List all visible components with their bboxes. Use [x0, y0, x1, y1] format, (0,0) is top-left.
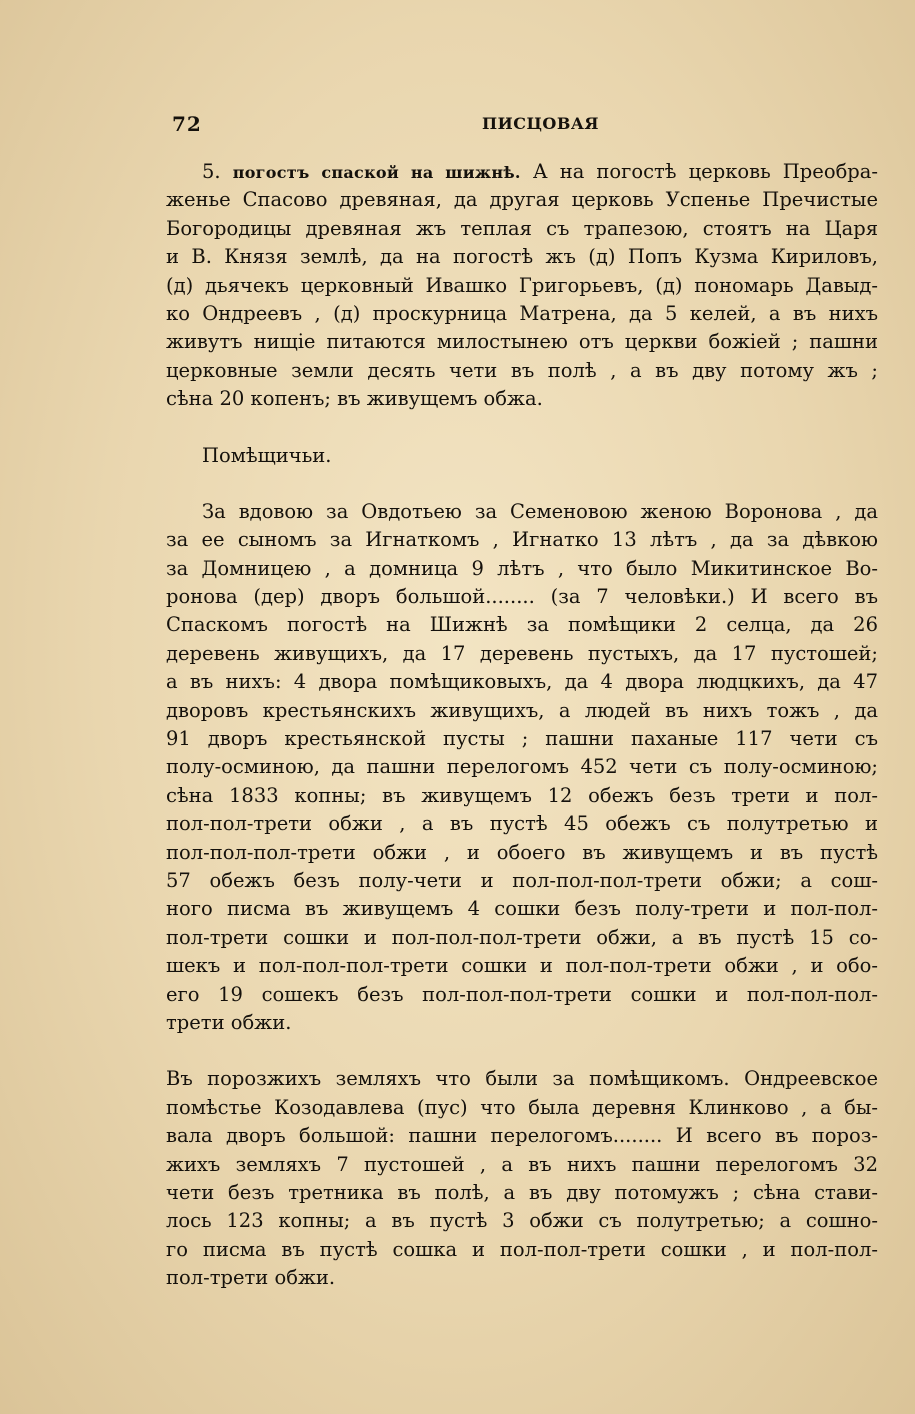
- text-line: ного писма въ живущемъ 4 сошки безъ полу-трети и пол-пол-: [166, 897, 878, 921]
- text-line: Спаскомъ погостѣ на Шижнѣ за помѣщики 2 селца, да 26: [166, 613, 878, 637]
- text-line: (д) дьячекъ церковный Ивашко Григорьевъ, (д) пономарь Давыд-: [166, 273, 878, 297]
- text-line: лось 123 копны; а въ пустѣ 3 обжи съ полутретью; а сошно-: [166, 1209, 878, 1233]
- text-line: чети безъ третника въ полѣ, а въ дву потомужъ ; сѣна стави-: [166, 1180, 878, 1204]
- page-number: 72: [172, 112, 202, 136]
- text-line: пол-трети обжи.: [166, 1266, 336, 1290]
- text-line: пол-пол-пол-трети обжи , и обоего въ живущемъ и въ пустѣ: [166, 840, 878, 864]
- text-line: пол-трети сошки и пол-пол-пол-трети обжи, а въ пустѣ 15 со-: [166, 925, 878, 949]
- text-line: го писма въ пустѣ сошка и пол-пол-трети сошки , и пол-пол-: [166, 1237, 878, 1261]
- text-line: жихъ земляхъ 7 пустошей , а въ нихъ пашни перелогомъ 32: [166, 1152, 878, 1176]
- text-line: деревень живущихъ, да 17 деревень пустыхъ, да 17 пустошей;: [166, 641, 878, 665]
- text-line: вала дворъ большой: пашни перелогомъ........ И всего въ пороз-: [166, 1124, 878, 1148]
- text-line: шекъ и пол-пол-пол-трети сошки и пол-пол-трети обжи , и обо-: [166, 954, 878, 978]
- paragraph-gap: [166, 414, 878, 442]
- text-line: его 19 сошекъ безъ пол-пол-пол-трети сошки и пол-пол-пол-: [166, 982, 878, 1006]
- text-line: церковные земли десять чети въ полѣ , а въ дву потому жъ ;: [166, 358, 878, 382]
- paragraph-porozzhie: [166, 1065, 878, 1292]
- text-line: За вдовою за Овдотьею за Семеновою женою Воронова , да: [202, 499, 878, 523]
- text-line: Въ порозжихъ земляхъ что были за помѣщикомъ. Ондреевское: [166, 1067, 878, 1091]
- paragraph-gap: [166, 1037, 878, 1065]
- text-line: полу-осминою, да пашни перелогомъ 452 чети съ полу-осминою;: [166, 755, 878, 779]
- text-line: за Домницею , а домница 9 лѣтъ , что было Микитинское Во-: [166, 556, 878, 580]
- body-text: [166, 158, 878, 1292]
- text-line: сѣна 1833 копны; въ живущемъ 12 обежъ безъ трети и пол-: [166, 783, 878, 807]
- text-line: и В. Князя землѣ, да на погостѣ жъ (д) Попъ Кузма Кириловъ,: [166, 245, 878, 269]
- text-line: дворовъ крестьянскихъ живущихъ, а людей въ нихъ тожъ , да: [166, 698, 878, 722]
- text-line: ко Ондреевъ , (д) проскурница Матрена, да 5 келей, а въ нихъ: [166, 301, 878, 325]
- section-first-line-text: А на погостѣ церковь Преобра-: [532, 160, 878, 183]
- running-head: [172, 112, 872, 142]
- text-line: женье Спасово древяная, да другая церковь Успенье Пречистые: [166, 188, 878, 212]
- section-number: 5.: [202, 160, 221, 183]
- text-line: 57 обежъ безъ полу-чети и пол-пол-пол-трети обжи; а сош-: [166, 868, 878, 892]
- section-5: [166, 158, 878, 414]
- text-line: пол-пол-трети обжи , а въ пустѣ 45 обежъ съ полутретью и: [166, 812, 878, 836]
- text-line: живутъ нищіе питаются милостынею отъ церкви божіей ; пашни: [166, 330, 878, 354]
- text-line: трети обжи.: [166, 1010, 292, 1034]
- section-5-first-line: [166, 158, 878, 186]
- section-title: погостъ спаской на шижнѣ.: [232, 163, 521, 182]
- text-line: Богородицы древяная жъ теплая съ трапезою, стоятъ на Царя: [166, 216, 878, 240]
- text-line: сѣна 20 копенъ; въ живущемъ обжа.: [166, 387, 543, 411]
- running-title: ПИСЦОВАЯ: [482, 114, 600, 133]
- text-line: а въ нихъ: 4 двора помѣщиковыхъ, да 4 двора людцкихъ, да 47: [166, 670, 878, 694]
- subheading-pomeshchichi: Помѣщичьи.: [202, 443, 332, 467]
- text-line: ронова (дер) дворъ большой........ (за 7 человѣки.) И всего въ: [166, 585, 878, 609]
- paragraph-pomeshchichi: [166, 498, 878, 1037]
- text-line: 91 дворъ крестьянской пусты ; пашни паханые 117 чети съ: [166, 727, 878, 751]
- text-line: помѣстье Козодавлева (пус) что была деревня Клинково , а бы-: [166, 1095, 878, 1119]
- paragraph-gap: [166, 470, 878, 498]
- text-line: за ее сыномъ за Игнаткомъ , Игнатко 13 лѣтъ , да за дѣвкою: [166, 528, 878, 552]
